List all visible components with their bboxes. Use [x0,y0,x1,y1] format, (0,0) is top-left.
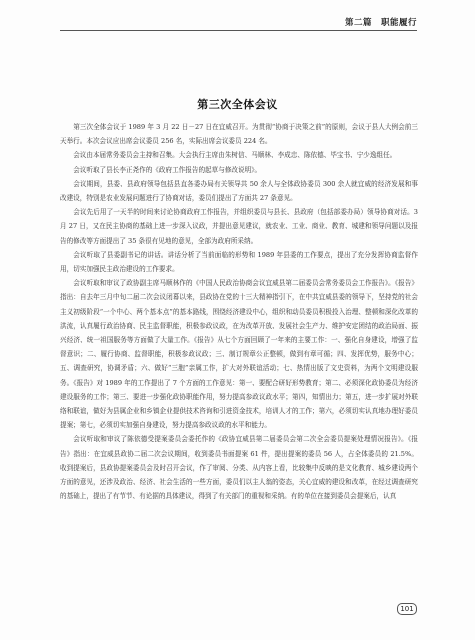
header-divider [60,30,417,31]
article-title: 第三次全体会议 [197,98,278,111]
paragraph: 会议先后用了一天半的时间来讨论协商政府工作报告，并组织委员与县长、县政府（包括部委办局）领导协商对话。3 月 27 日，又在民主协商的基础上进一步深入议政，并提出意见建议，就农业、工业、商业、教育、城建和领导问题以及报告的修改等方面提出了 35 条很有见地的意见，全部为政府所采纳。 [60,208,418,245]
paragraph: 会议听取了县委副书记的讲话。讲话分析了当前面临的形势和 1989 年县委的工作要点，提出了充分发挥协商监督作用，切实加强民主政治建设的工作要求。 [60,250,418,274]
paragraph: 会议听取和审议了陈依德受提案委员会委托作的《政协宜威县第二届委员会第二次全会委员提案处理情况报告》。《报告》指出：在宜威县政协二届二次会议期间，收到委员书面提案 61 件，提出提案的委员 56 人，占全体委员的 21.5%。收到提案后，县政协提案委员会及时召开会议，作了审阅、分类、从内容上看，比较集中反映的是文化教育、城乡建设两个方面的意见，还涉及政治、经济、社会生活的一些方面，委员们以主人翁的姿态，关心宜威的建设和改革，在经过调查研究的基础上，提出了有节节、有论据的具体建议，得到了有关部门的重视和采纳。有的单位在接到委员会提案后，认真 [60,435,418,501]
section-label: 第二篇 职能履行 [344,18,417,28]
paragraph: 会议期间，县委、县政府领导包括县直各委办局有关领导共 50 余人与全体政协委员 300 余人就宜威的经济发展和事改建设，特别是农业发展问题进行了协商对话，委员们提出了方面共 27 条意见。 [60,179,418,203]
paragraph: 第三次全体会议于 1989 年 3 月 22 日－27 日在宜威召开。为贯彻“协商于决策之前”的原则，会议于县人大例会前三天举行。本次会议应出席会议委员 256 名，实际出席会议委员 224 名。 [60,123,418,146]
running-header [0,14,475,32]
page-number: 101 [397,603,417,615]
paragraph: 会议听取和审议了政协副主席马顺林作的《中国人民政治协商会议宜威县第二届委员会常务委员会工作报告》。《报告》指出：自去年三月中旬二届二次会议闭幕以来，县政协在党的十三大精神指引下，在中共宜威县委的领导下，坚持党的社会主义初级阶段“一个中心、两个基本点”的基本路线，围绕经济建设中心，组织和动员委员积极投入治理、整顿和深化改革的洪流，认真履行政治协商、民主监督职能，积极参政议政，在为改革开放、发展社会生产力、维护安定团结的政治局面、振兴经济、统一祖国服务等方面做了大量工作。《报告》从七个方面回顾了一年来的主要工作：一、强化自身建设，增强了监督意识；二、履行协商、监督职能，积极参政议政；三、制订规章公正整顿，做到有章可循；四、发挥优势，服务中心；五、调查研究，协调矛盾；六、做好“三胞”亲属工作，扩大对外联谊活动；七、热情出版了文史资料，为两个文明建设服务。《报告》对 1989 年的工作提出了 7 个方面的工作意见：第一、要配合研好形势教育；第二、必须深化政协委员为经济建设服务的工作；第三、要进一步强化政协职能作用，努力提高参政议政水平；第四，知情出力；第五，进一步扩展对外联络和联谊，做好为县属企业和乡镇企业提供技术咨询和引进资金技术，培训人才的工作；第六，必须切实认真地办理好委员提案；第七，必须切实加强自身建设，努力提高参政议政的水平和能力。 [60,279,418,430]
paragraph: 会议听取了县长李正尧作的《政府工作报告的起草与修改说明》。 [73,165,262,174]
paragraph: 会议由本届常务委员会主持和召集。大会执行主席由朱树信、马顺林、李成忠、陈依德、毕宝书、宁少逸组任。 [73,151,397,160]
article-body [60,120,418,503]
